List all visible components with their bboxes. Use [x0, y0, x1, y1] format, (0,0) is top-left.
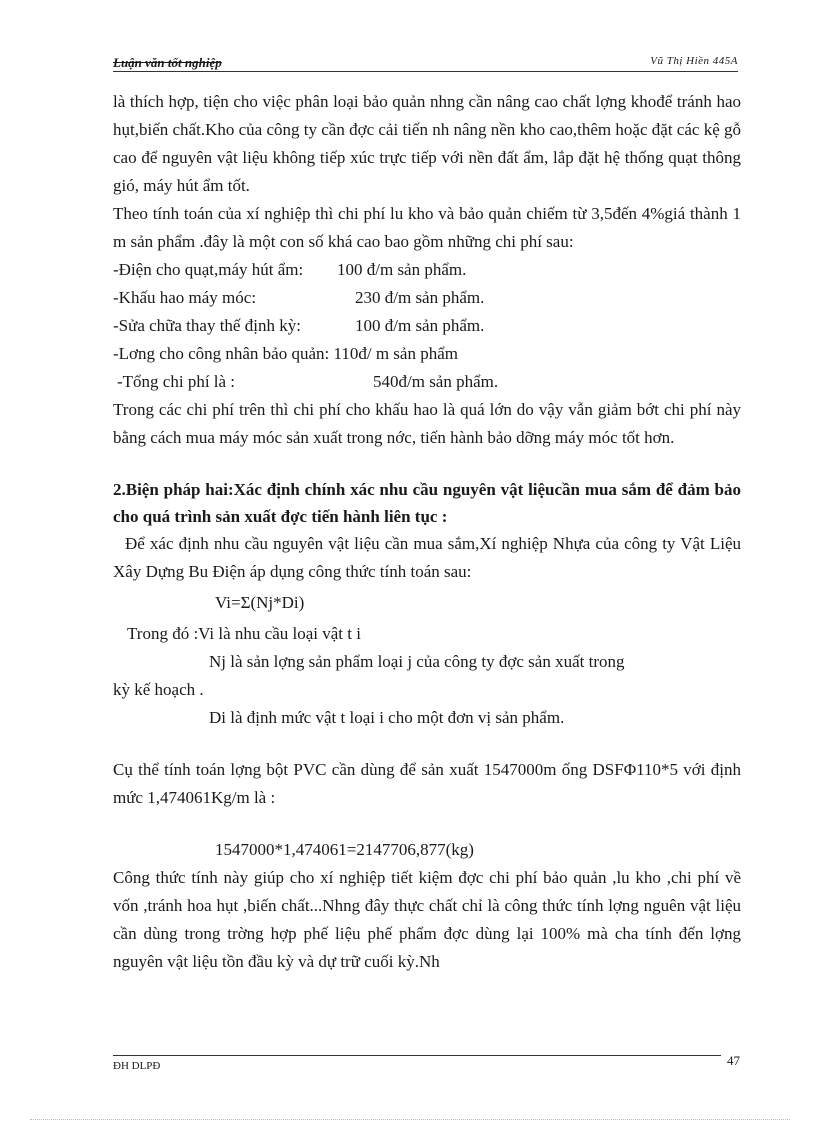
cost-value: 100 đ/m sản phẩm. [337, 260, 467, 279]
page-header [113, 55, 738, 72]
page-number: 47 [727, 1053, 740, 1068]
calculation: 1547000*1,474061=2147706,877(kg) [215, 840, 474, 859]
cost-label: -Sửa chữa thay thế định kỳ: [113, 316, 301, 335]
section-heading: 2.Biện pháp hai:Xác định chính xác nhu cầu nguyên vật liệucần mua sắm để đảm bảo cho quá trình sản xuất đợc tiến hành liên tục : [113, 480, 741, 526]
paragraph: Cụ thể tính toán lợng bột PVC cần dùng để sản xuất 1547000m ống DSFΦ110*5 với định mức 1,474061Kg/m là : [113, 760, 741, 807]
paragraph: Theo tính toán của xí nghiệp thì chi phí lu kho và bảo quản chiếm từ 3,5đến 4%giá thành 1 m sản phẩm .đây là một con số khá cao bao gồm những chi phí sau: [113, 204, 741, 251]
cost-label: -Khấu hao máy móc: [113, 288, 257, 307]
cost-value: 540đ/m sản phẩm. [373, 372, 499, 391]
cost-line [113, 368, 741, 396]
paragraph: là thích hợp, tiện cho việc phân loại bảo quản nhng cần nâng cao chất lợng khođể tránh hao hụt,biến chất.Kho của công ty cần đợc cải tiến nh nâng nền kho cao,thêm hoặc đặt các kệ gỗ cao để nguyên vật liệu không tiếp xúc trực tiếp với nền đất ẩm, lắp đặt hệ thống quạt thông gió, máy hút ẩm tốt. [113, 92, 741, 195]
definition-nj-cont: kỳ kế hoạch . [113, 680, 204, 699]
cost-label: -Lơng cho công nhân bảo quản: 110đ/ m sản phẩm [113, 344, 458, 363]
formula: Vi=Σ(Nj*Di) [215, 593, 305, 612]
document-body [113, 88, 741, 976]
paragraph: Để xác định nhu cầu nguyên vật liệu cần mua sắm,Xí nghiệp Nhựa của công ty Vật Liệu Xây Dựng Bu Điện áp dụng công thức tính toán sau: [113, 534, 741, 581]
where-line: Trong đó :Vi là nhu cầu loại vật t i [127, 624, 361, 643]
definition-di: Di là định mức vật t loại i cho một đơn vị sản phẩm. [209, 708, 565, 727]
cost-line [113, 284, 741, 312]
page-edge-divider [30, 1119, 790, 1120]
paragraph: Công thức tính này giúp cho xí nghiệp tiết kiệm đợc chi phí bảo quản ,lu kho ,chi phí về vốn ,tránh hoa hụt ,biến chất...Nhng đây thực chất chỉ là công thức tính lợng nguên vật liệu cần dùng trong trờng hợp phế liệu phế phẩm đợc dùng lại 100% mà cha tính đến lợng nguyên vật liệu tồn đầu kỳ và dự trữ cuối kỳ.Nh [113, 868, 741, 971]
header-title: Luận văn tốt nghiệp [113, 55, 222, 70]
cost-value: 230 đ/m sản phẩm. [355, 288, 485, 307]
cost-line [113, 256, 741, 284]
cost-value: 100 đ/m sản phẩm. [355, 316, 485, 335]
cost-label: -Điện cho quạt,máy hút ẩm: [113, 260, 304, 279]
header-author: Vũ Thị Hiền 445A [650, 55, 738, 67]
cost-line [113, 312, 741, 340]
footer-school: ĐH DLPĐ [113, 1060, 161, 1072]
definition-nj: Nj là sản lợng sản phẩm loại j của công ty đợc sản xuất trong [209, 652, 625, 671]
cost-label: -Tổng chi phí là : [117, 372, 236, 391]
cost-line [113, 340, 741, 368]
paragraph: Trong các chi phí trên thì chi phí cho khấu hao là quá lớn do vậy vẫn giảm bớt chi phí này bằng cách mua máy móc sản xuất trong nớc, tiến hành bảo dỡng máy móc tốt hơn. [113, 400, 741, 447]
page-footer [113, 1055, 721, 1072]
